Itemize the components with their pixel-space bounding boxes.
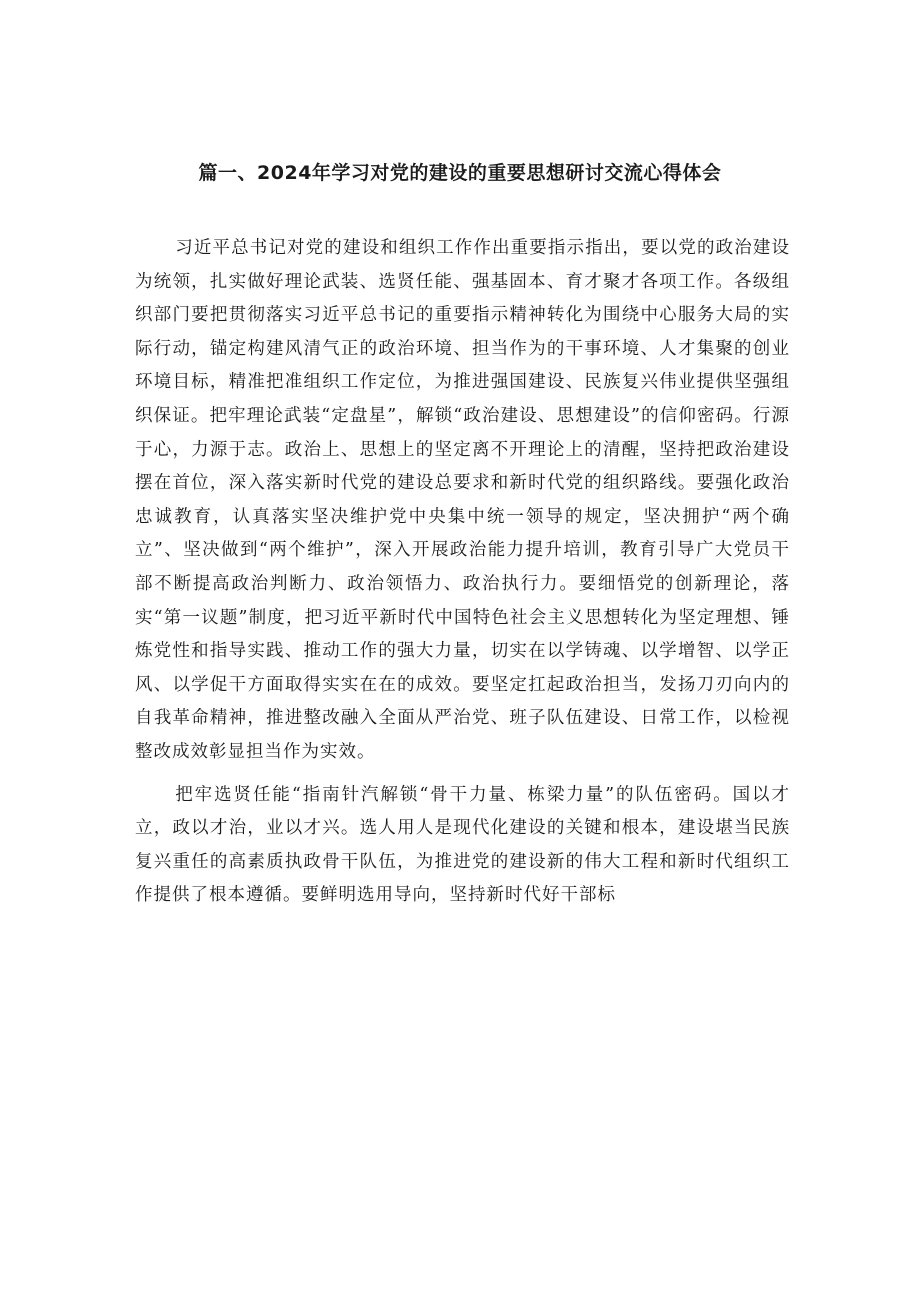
paragraph-2: 把牢选贤任能“指南针汽解锁“骨干力量、栋梁力量”的队伍密码。国以才立，政以才治，业以才兴。选人用人是现代化建设的关键和根本，建设堪当民族复兴重任的高素质执政骨干队伍，为推进党的建设新的伟大工程和新时代组织工作提供了根本遵循。要鲜明选用导向，坚持新时代好干部标 xyxy=(135,784,790,906)
paragraph-1: 习近平总书记对党的建设和组织工作作出重要指示指出，要以党的政治建设为统领，扎实做好理论武装、选贤任能、强基固本、育才聚才各项工作。各级组织部门要把贯彻落实习近平总书记的重要指示精神转化为围绕中心服务大局的实际行动，锚定构建风清气正的政治环境、担当作为的干事环境、人才集聚的创业环境目标，精准把准组织工作定位，为推进强国建设、民族复兴伟业提供坚强组织保证。把牢理论武装“定盘星”，解锁“政治建设、思想建设”的信仰密码。行源于心，力源于志。政治上、思想上的坚定离不开理论上的清醒，坚持把政治建设摆在首位，深入落实新时代党的建设总要求和新时代党的组织路线。要强化政治忠诚教育，认真落实坚决维护党中央集中统一领导的规定，坚决拥护“两个确立”、坚决做到“两个维护”，深入开展政治能力提升培训，教育引导广大党员干部不断提高政治判断力、政治领悟力、政治执行力。要细悟党的创新理论，落实“第一议题”制度，把习近平新时代中国特色社会主义思想转化为坚定理想、锤炼党性和指导实践、推动工作的强大力量，切实在以学铸魂、以学增智、以学正风、以学促干方面取得实实在在的成效。要坚定扛起政治担当，发扬刀刃向内的自我革命精神，推进整改融入全面从严治党、班子队伍建设、日常工作，以检视整改成效彰显担当作为实效。 xyxy=(135,238,790,762)
document-title: 篇一、2024年学习对党的建设的重要思想研讨交流心得体会 xyxy=(198,162,722,184)
document-body xyxy=(135,232,790,922)
